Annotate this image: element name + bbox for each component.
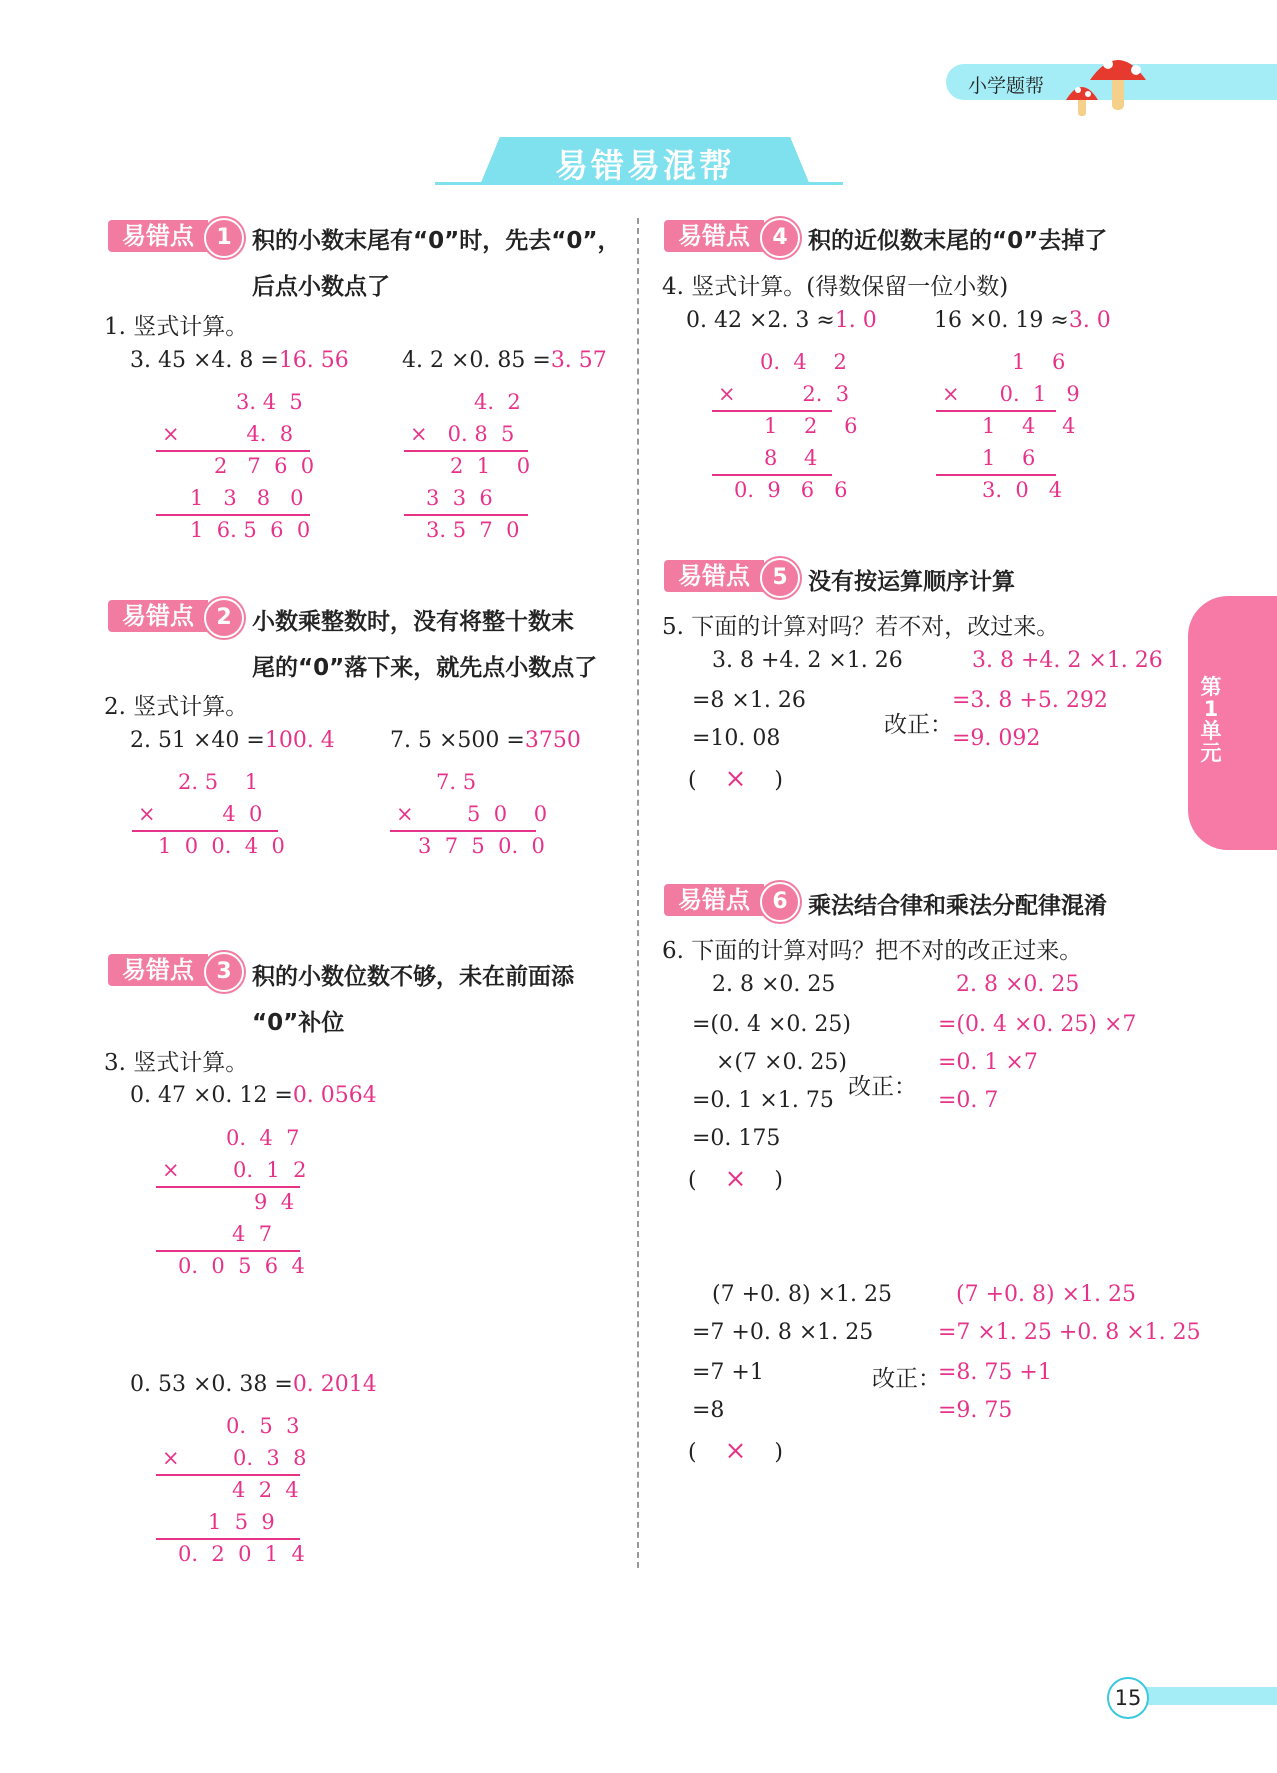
question-4: 4. 竖式计算。(得数保留一位小数) xyxy=(662,274,1009,300)
vertical-row: 1 4 4 xyxy=(982,414,1076,438)
fix-line: =(0. 4 ×0. 25) ×7 xyxy=(938,1012,1137,1037)
vertical-row: 9 4 xyxy=(254,1190,295,1214)
badge-number: 1 xyxy=(204,218,244,258)
badge-number: 2 xyxy=(204,598,244,638)
vertical-row: 2 7 6 0 xyxy=(214,454,315,478)
wrong-mark-icon: × xyxy=(724,1436,747,1466)
section-3-title: 积的小数位数不够，未在前面添 xyxy=(252,964,574,990)
wrong-mark-icon: × xyxy=(724,1164,747,1194)
vertical-row: 1 5 9 xyxy=(208,1510,275,1534)
fix-line: =3. 8 +5. 292 xyxy=(952,688,1108,713)
expr: 4. 2 ×0. 85 =3. 57 xyxy=(402,348,607,373)
fix-label: 改正： xyxy=(884,712,953,738)
work-line: =0. 175 xyxy=(692,1126,781,1151)
vertical-row: 0. 0 5 6 4 xyxy=(178,1254,305,1278)
vertical-row: 0. 2 0 1 4 xyxy=(178,1542,305,1566)
page-number: 15 xyxy=(1107,1677,1149,1719)
badge-label: 易错点 xyxy=(108,220,208,252)
vertical-row: 4. 2 xyxy=(474,390,521,414)
vertical-row: 4 7 xyxy=(232,1222,273,1246)
section-5-title: 没有按运算顺序计算 xyxy=(808,569,1015,595)
vertical-row: 1 6. 5 6 0 xyxy=(190,518,311,542)
calc-line xyxy=(936,474,1056,476)
vertical-row: 0. 4 2 xyxy=(760,350,847,374)
badge-number: 6 xyxy=(760,882,800,922)
work-line: =7 +1 xyxy=(692,1360,764,1385)
vertical-row: 2. 5 1 xyxy=(178,770,259,794)
vertical-row: 7. 5 xyxy=(436,770,477,794)
expr: 16 ×0. 19 ≈3. 0 xyxy=(934,308,1111,333)
section-1-title-cont: 后点小数点了 xyxy=(252,274,390,300)
vertical-row: 1 0 0. 4 0 xyxy=(158,834,285,858)
vertical-row: × 0. 3 8 xyxy=(162,1446,307,1470)
judge-box: ( × ) xyxy=(688,764,783,794)
calc-line xyxy=(712,410,832,412)
expr: 0. 47 ×0. 12 =0. 0564 xyxy=(130,1083,377,1108)
calc-line xyxy=(404,514,528,516)
fix-line: =0. 1 ×7 xyxy=(938,1050,1038,1075)
badge-label: 易错点 xyxy=(664,560,764,592)
calc-line xyxy=(156,1538,300,1540)
vertical-row: 1 6 xyxy=(1012,350,1066,374)
calc-line xyxy=(404,450,528,452)
vertical-row: 8 4 xyxy=(764,446,818,470)
vertical-row: × 0. 8 5 xyxy=(410,422,515,446)
fix-line: =9. 092 xyxy=(952,726,1041,751)
vertical-row: 3. 4 5 xyxy=(236,390,303,414)
calc-line xyxy=(156,1474,300,1476)
unit-tab-label: 第1单元 xyxy=(1200,675,1222,765)
brand-title: 小学题帮 xyxy=(968,75,1045,97)
vertical-row: × 5 0 0 xyxy=(396,802,548,826)
expr: 7. 5 ×500 =3750 xyxy=(390,728,581,753)
section-4-title: 积的近似数末尾的“0”去掉了 xyxy=(808,228,1108,254)
vertical-row: 3. 0 4 xyxy=(982,478,1063,502)
fix-label: 改正： xyxy=(848,1074,917,1100)
calc-line xyxy=(132,830,278,832)
calc-line xyxy=(156,450,310,452)
vertical-row: 0. 5 3 xyxy=(226,1414,300,1438)
wrong-mark-icon: × xyxy=(724,764,747,794)
section-3-title-cont: “0”补位 xyxy=(252,1010,345,1036)
fix-line: =7 ×1. 25 +0. 8 ×1. 25 xyxy=(938,1320,1201,1345)
question-6: 6. 下面的计算对吗？把不对的改正过来。 xyxy=(662,938,1083,964)
work-line: (7 +0. 8) ×1. 25 xyxy=(712,1282,892,1307)
vertical-row: 4 2 4 xyxy=(232,1478,299,1502)
work-line: =8 ×1. 26 xyxy=(692,688,806,713)
vertical-row: 1 2 6 xyxy=(764,414,858,438)
expr: 3. 45 ×4. 8 =16. 56 xyxy=(130,348,349,373)
fix-line: =9. 75 xyxy=(938,1398,1013,1423)
calc-line xyxy=(156,1186,300,1188)
fix-line: (7 +0. 8) ×1. 25 xyxy=(956,1282,1136,1307)
calc-line xyxy=(936,410,1056,412)
fix-line: 2. 8 ×0. 25 xyxy=(956,972,1080,997)
badge-number: 5 xyxy=(760,558,800,598)
work-line: 2. 8 ×0. 25 xyxy=(712,972,836,997)
vertical-row: 1 6 xyxy=(982,446,1036,470)
expr: 0. 42 ×2. 3 ≈1. 0 xyxy=(686,308,877,333)
vertical-row: × 0. 1 2 xyxy=(162,1158,307,1182)
work-line: =10. 08 xyxy=(692,726,781,751)
question-5: 5. 下面的计算对吗？若不对，改过来。 xyxy=(662,614,1060,640)
work-line: =(0. 4 ×0. 25) xyxy=(692,1012,851,1037)
calc-line xyxy=(156,1250,300,1252)
page-number-bar xyxy=(1128,1687,1277,1705)
badge-number: 3 xyxy=(204,952,244,992)
section-1-title: 积的小数末尾有“0”时，先去“0”， xyxy=(252,228,621,254)
vertical-row: 3. 5 7 0 xyxy=(426,518,520,542)
vertical-row: 0. 4 7 xyxy=(226,1126,300,1150)
badge-label: 易错点 xyxy=(664,220,764,252)
section-6-title: 乘法结合律和乘法分配律混淆 xyxy=(808,893,1107,919)
fix-line: 3. 8 +4. 2 ×1. 26 xyxy=(972,648,1163,673)
fix-line: =8. 75 +1 xyxy=(938,1360,1052,1385)
section-2-title-cont: 尾的“0”落下来，就先点小数点了 xyxy=(252,655,598,681)
work-line: =8 xyxy=(692,1398,725,1423)
badge-number: 4 xyxy=(760,218,800,258)
vertical-row: × 4 0 xyxy=(138,802,263,826)
question-3: 3. 竖式计算。 xyxy=(104,1050,249,1076)
work-line: =0. 1 ×1. 75 xyxy=(692,1088,834,1113)
calc-line xyxy=(156,514,310,516)
work-line: 3. 8 +4. 2 ×1. 26 xyxy=(712,648,903,673)
vertical-row: × 4. 8 xyxy=(162,422,294,446)
vertical-row: × 2. 3 xyxy=(718,382,850,406)
vertical-row: 2 1 0 xyxy=(450,454,531,478)
badge-label: 易错点 xyxy=(664,884,764,916)
page-title: 易错易混帮 xyxy=(555,146,735,185)
badge-label: 易错点 xyxy=(108,600,208,632)
badge-label: 易错点 xyxy=(108,954,208,986)
column-divider xyxy=(637,218,639,1568)
vertical-row: 1 3 8 0 xyxy=(190,486,304,510)
judge-box: ( × ) xyxy=(688,1436,783,1466)
question-1: 1. 竖式计算。 xyxy=(104,314,249,340)
calc-line xyxy=(712,474,832,476)
mushroom-icon xyxy=(1060,40,1150,116)
vertical-row: 3 7 5 0. 0 xyxy=(418,834,545,858)
expr: 2. 51 ×40 =100. 4 xyxy=(130,728,335,753)
fix-label: 改正： xyxy=(872,1366,941,1392)
fix-line: =0. 7 xyxy=(938,1088,999,1113)
expr: 0. 53 ×0. 38 =0. 2014 xyxy=(130,1372,377,1397)
vertical-row: 0. 9 6 6 xyxy=(734,478,848,502)
vertical-row: 3 3 6 xyxy=(426,486,493,510)
judge-box: ( × ) xyxy=(688,1164,783,1194)
vertical-row: × 0. 1 9 xyxy=(942,382,1080,406)
section-2-title: 小数乘整数时，没有将整十数末 xyxy=(252,609,574,635)
calc-line xyxy=(390,830,536,832)
work-line: ×(7 ×0. 25) xyxy=(716,1050,848,1075)
question-2: 2. 竖式计算。 xyxy=(104,694,249,720)
work-line: =7 +0. 8 ×1. 25 xyxy=(692,1320,874,1345)
